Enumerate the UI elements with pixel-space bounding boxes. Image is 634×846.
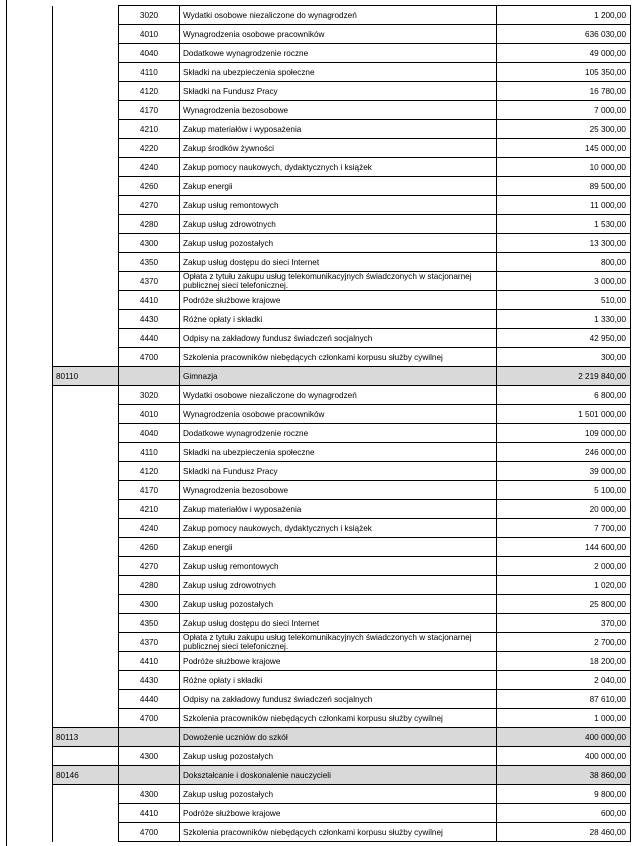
amount-cell: 1 200,00 (497, 6, 631, 25)
amount-cell: 2 040,00 (497, 671, 631, 690)
paragraf-cell: 4270 (119, 557, 180, 576)
rozdzial-cell (53, 291, 119, 310)
description-cell: Składki na Fundusz Pracy (180, 462, 497, 481)
paragraf-cell: 4270 (119, 196, 180, 215)
paragraf-cell: 4430 (119, 671, 180, 690)
section-row (53, 728, 631, 747)
paragraf-cell: 3020 (119, 6, 180, 25)
table-row (53, 25, 631, 44)
paragraf-cell: 4700 (119, 823, 180, 842)
rozdzial-cell (53, 310, 119, 329)
paragraf-cell: 4280 (119, 576, 180, 595)
description-cell: Składki na ubezpieczenia społeczne (180, 443, 497, 462)
rozdzial-cell: 80113 (53, 728, 119, 747)
rozdzial-cell (53, 348, 119, 367)
paragraf-cell: 3020 (119, 386, 180, 405)
table-row (53, 291, 631, 310)
paragraf-cell: 4410 (119, 291, 180, 310)
rozdzial-cell (53, 804, 119, 823)
table-row (53, 405, 631, 424)
description-cell: Dowożenie uczniów do szkół (180, 728, 497, 747)
table-row (53, 120, 631, 139)
amount-cell: 400 000,00 (497, 747, 631, 766)
amount-cell: 400 000,00 (497, 728, 631, 747)
table-row (53, 139, 631, 158)
amount-cell: 510,00 (497, 291, 631, 310)
rozdzial-cell (53, 272, 119, 291)
description-cell: Odpisy na zakładowy fundusz świadczeń socjalnych (180, 329, 497, 348)
paragraf-cell: 4120 (119, 82, 180, 101)
paragraf-cell: 4040 (119, 424, 180, 443)
description-cell: Zakup pomocy naukowych, dydaktycznych i książek (180, 519, 497, 538)
paragraf-cell: 4300 (119, 234, 180, 253)
rozdzial-cell (53, 120, 119, 139)
rozdzial-cell (53, 25, 119, 44)
amount-cell: 13 300,00 (497, 234, 631, 253)
table-row (53, 63, 631, 82)
section-row (53, 367, 631, 386)
rozdzial-cell (53, 386, 119, 405)
description-cell: Zakup środków żywności (180, 139, 497, 158)
paragraf-cell: 4280 (119, 215, 180, 234)
paragraf-cell: 4010 (119, 25, 180, 44)
paragraf-cell: 4010 (119, 405, 180, 424)
paragraf-cell: 4410 (119, 652, 180, 671)
amount-cell: 1 330,00 (497, 310, 631, 329)
rozdzial-cell (53, 633, 119, 652)
rozdzial-cell (53, 424, 119, 443)
amount-cell: 25 800,00 (497, 595, 631, 614)
rozdzial-cell (53, 234, 119, 253)
description-cell: Zakup usług pozostałych (180, 747, 497, 766)
description-cell: Zakup pomocy naukowych, dydaktycznych i książek (180, 158, 497, 177)
description-cell: Zakup materiałów i wyposażenia (180, 120, 497, 139)
description-cell: Wynagrodzenia osobowe pracowników (180, 405, 497, 424)
table-row (53, 519, 631, 538)
amount-cell: 636 030,00 (497, 25, 631, 44)
description-cell: Zakup energii (180, 177, 497, 196)
table-row (53, 500, 631, 519)
table-row (53, 82, 631, 101)
paragraf-cell: 4240 (119, 158, 180, 177)
amount-cell: 10 000,00 (497, 158, 631, 177)
paragraf-cell: 4370 (119, 272, 180, 291)
table-row (53, 690, 631, 709)
amount-cell: 370,00 (497, 614, 631, 633)
rozdzial-cell (53, 747, 119, 766)
table-row (53, 44, 631, 63)
table-row (53, 595, 631, 614)
table-row (53, 633, 631, 652)
paragraf-cell: 4220 (119, 139, 180, 158)
paragraf-cell: 4260 (119, 538, 180, 557)
rozdzial-cell (53, 538, 119, 557)
amount-cell: 300,00 (497, 348, 631, 367)
rozdzial-cell (53, 652, 119, 671)
description-cell: Gimnazja (180, 367, 497, 386)
amount-cell: 1 501 000,00 (497, 405, 631, 424)
rozdzial-cell (53, 443, 119, 462)
amount-cell: 9 800,00 (497, 785, 631, 804)
rozdzial-cell: 80110 (53, 367, 119, 386)
amount-cell: 7 000,00 (497, 101, 631, 120)
amount-cell: 5 100,00 (497, 481, 631, 500)
rozdzial-cell (53, 481, 119, 500)
rozdzial-cell (53, 500, 119, 519)
description-cell: Zakup usług zdrowotnych (180, 215, 497, 234)
amount-cell: 145 000,00 (497, 139, 631, 158)
amount-cell: 144 600,00 (497, 538, 631, 557)
rozdzial-cell (53, 6, 119, 25)
paragraf-cell: 4120 (119, 462, 180, 481)
rozdzial-cell (53, 329, 119, 348)
table-row (53, 462, 631, 481)
table-row (53, 481, 631, 500)
amount-cell: 11 000,00 (497, 196, 631, 215)
table-row (53, 386, 631, 405)
paragraf-cell: 4210 (119, 500, 180, 519)
amount-cell: 3 000,00 (497, 272, 631, 291)
description-cell: Wydatki osobowe niezaliczone do wynagrodzeń (180, 6, 497, 25)
description-cell: Zakup usług pozostałych (180, 785, 497, 804)
description-cell: Szkolenia pracowników niebędących członkami korpusu służby cywilnej (180, 823, 497, 842)
description-cell: Zakup usług remontowych (180, 196, 497, 215)
table-row (53, 747, 631, 766)
table-row (53, 709, 631, 728)
paragraf-cell: 4350 (119, 253, 180, 272)
rozdzial-cell (53, 215, 119, 234)
table-row (53, 614, 631, 633)
description-cell: Wynagrodzenia osobowe pracowników (180, 25, 497, 44)
rozdzial-cell (53, 177, 119, 196)
amount-cell: 42 950,00 (497, 329, 631, 348)
description-cell: Dodatkowe wynagrodzenie roczne (180, 424, 497, 443)
table-row (53, 6, 631, 25)
table-row (53, 348, 631, 367)
rozdzial-cell (53, 671, 119, 690)
paragraf-cell: 4350 (119, 614, 180, 633)
description-cell: Wydatki osobowe niezaliczone do wynagrodzeń (180, 386, 497, 405)
amount-cell: 87 610,00 (497, 690, 631, 709)
amount-cell: 6 800,00 (497, 386, 631, 405)
amount-cell: 2 000,00 (497, 557, 631, 576)
paragraf-cell: 4040 (119, 44, 180, 63)
budget-table (52, 5, 631, 842)
amount-cell: 246 000,00 (497, 443, 631, 462)
paragraf-cell: 4300 (119, 595, 180, 614)
table-row (53, 804, 631, 823)
description-cell: Dodatkowe wynagrodzenie roczne (180, 44, 497, 63)
table-row (53, 101, 631, 120)
description-cell: Podróże służbowe krajowe (180, 652, 497, 671)
table-row (53, 158, 631, 177)
description-cell: Składki na ubezpieczenia społeczne (180, 63, 497, 82)
rozdzial-cell (53, 595, 119, 614)
rozdzial-cell (53, 63, 119, 82)
table-row (53, 652, 631, 671)
paragraf-cell: 4700 (119, 709, 180, 728)
amount-cell: 105 350,00 (497, 63, 631, 82)
paragraf-cell: 4430 (119, 310, 180, 329)
table-row (53, 538, 631, 557)
paragraf-cell: 4700 (119, 348, 180, 367)
description-cell: Różne opłaty i składki (180, 310, 497, 329)
rozdzial-cell (53, 785, 119, 804)
description-cell: Składki na Fundusz Pracy (180, 82, 497, 101)
description-cell: Opłata z tytułu zakupu usług telekomunikacyjnych świadczonych w stacjonarnej publicznej sieci telefonicznej. (180, 633, 497, 652)
description-cell: Zakup usług pozostałych (180, 595, 497, 614)
table-row (53, 443, 631, 462)
description-cell: Podróże służbowe krajowe (180, 291, 497, 310)
amount-cell: 2 700,00 (497, 633, 631, 652)
table-row (53, 253, 631, 272)
description-cell: Zakup usług zdrowotnych (180, 576, 497, 595)
rozdzial-cell (53, 557, 119, 576)
table-row (53, 234, 631, 253)
rozdzial-cell (53, 823, 119, 842)
table-row (53, 671, 631, 690)
rozdzial-cell (53, 82, 119, 101)
paragraf-cell: 4370 (119, 633, 180, 652)
amount-cell: 18 200,00 (497, 652, 631, 671)
table-row (53, 329, 631, 348)
rozdzial-cell (53, 614, 119, 633)
paragraf-cell: 4300 (119, 785, 180, 804)
paragraf-cell: 4170 (119, 101, 180, 120)
rozdzial-cell (53, 690, 119, 709)
rozdzial-cell (53, 405, 119, 424)
rozdzial-cell (53, 44, 119, 63)
budget-table-body (53, 6, 631, 842)
amount-cell: 39 000,00 (497, 462, 631, 481)
table-row (53, 576, 631, 595)
description-cell: Zakup usług remontowych (180, 557, 497, 576)
paragraf-cell: 4440 (119, 690, 180, 709)
rozdzial-cell (53, 196, 119, 215)
table-row (53, 557, 631, 576)
amount-cell: 1 020,00 (497, 576, 631, 595)
amount-cell: 7 700,00 (497, 519, 631, 538)
paragraf-cell: 4110 (119, 63, 180, 82)
paragraf-cell (119, 367, 180, 386)
amount-cell: 1 000,00 (497, 709, 631, 728)
rozdzial-cell: 80146 (53, 766, 119, 785)
paragraf-cell: 4110 (119, 443, 180, 462)
amount-cell: 600,00 (497, 804, 631, 823)
paragraf-cell: 4260 (119, 177, 180, 196)
section-margin-line (6, 0, 7, 846)
section-row (53, 766, 631, 785)
description-cell: Podróże służbowe krajowe (180, 804, 497, 823)
amount-cell: 109 000,00 (497, 424, 631, 443)
description-cell: Opłata z tytułu zakupu usług telekomunikacyjnych świadczonych w stacjonarnej publicznej sieci telefonicznej. (180, 272, 497, 291)
table-row (53, 785, 631, 804)
description-cell: Odpisy na zakładowy fundusz świadczeń socjalnych (180, 690, 497, 709)
rozdzial-cell (53, 101, 119, 120)
table-row (53, 177, 631, 196)
table-row (53, 215, 631, 234)
description-cell: Wynagrodzenia bezosobowe (180, 101, 497, 120)
paragraf-cell (119, 766, 180, 785)
description-cell: Szkolenia pracowników niebędących członkami korpusu służby cywilnej (180, 348, 497, 367)
rozdzial-cell (53, 519, 119, 538)
description-cell: Zakup usług pozostałych (180, 234, 497, 253)
paragraf-cell: 4210 (119, 120, 180, 139)
paragraf-cell: 4410 (119, 804, 180, 823)
rozdzial-cell (53, 462, 119, 481)
rozdzial-cell (53, 158, 119, 177)
rozdzial-cell (53, 139, 119, 158)
paragraf-cell: 4440 (119, 329, 180, 348)
table-row (53, 196, 631, 215)
description-cell: Dokształcanie i doskonalenie nauczycieli (180, 766, 497, 785)
amount-cell: 25 300,00 (497, 120, 631, 139)
amount-cell: 38 860,00 (497, 766, 631, 785)
table-row (53, 424, 631, 443)
paragraf-cell: 4300 (119, 747, 180, 766)
amount-cell: 16 780,00 (497, 82, 631, 101)
amount-cell: 28 460,00 (497, 823, 631, 842)
description-cell: Różne opłaty i składki (180, 671, 497, 690)
description-cell: Wynagrodzenia bezosobowe (180, 481, 497, 500)
amount-cell: 49 000,00 (497, 44, 631, 63)
description-cell: Zakup usług dostępu do sieci Internet (180, 253, 497, 272)
amount-cell: 20 000,00 (497, 500, 631, 519)
description-cell: Szkolenia pracowników niebędących członkami korpusu służby cywilnej (180, 709, 497, 728)
rozdzial-cell (53, 576, 119, 595)
table-row (53, 310, 631, 329)
rozdzial-cell (53, 253, 119, 272)
amount-cell: 89 500,00 (497, 177, 631, 196)
amount-cell: 1 530,00 (497, 215, 631, 234)
rozdzial-cell (53, 709, 119, 728)
description-cell: Zakup energii (180, 538, 497, 557)
table-row (53, 823, 631, 842)
description-cell: Zakup usług dostępu do sieci Internet (180, 614, 497, 633)
paragraf-cell: 4240 (119, 519, 180, 538)
amount-cell: 2 219 840,00 (497, 367, 631, 386)
table-row (53, 272, 631, 291)
paragraf-cell (119, 728, 180, 747)
paragraf-cell: 4170 (119, 481, 180, 500)
description-cell: Zakup materiałów i wyposażenia (180, 500, 497, 519)
amount-cell: 800,00 (497, 253, 631, 272)
